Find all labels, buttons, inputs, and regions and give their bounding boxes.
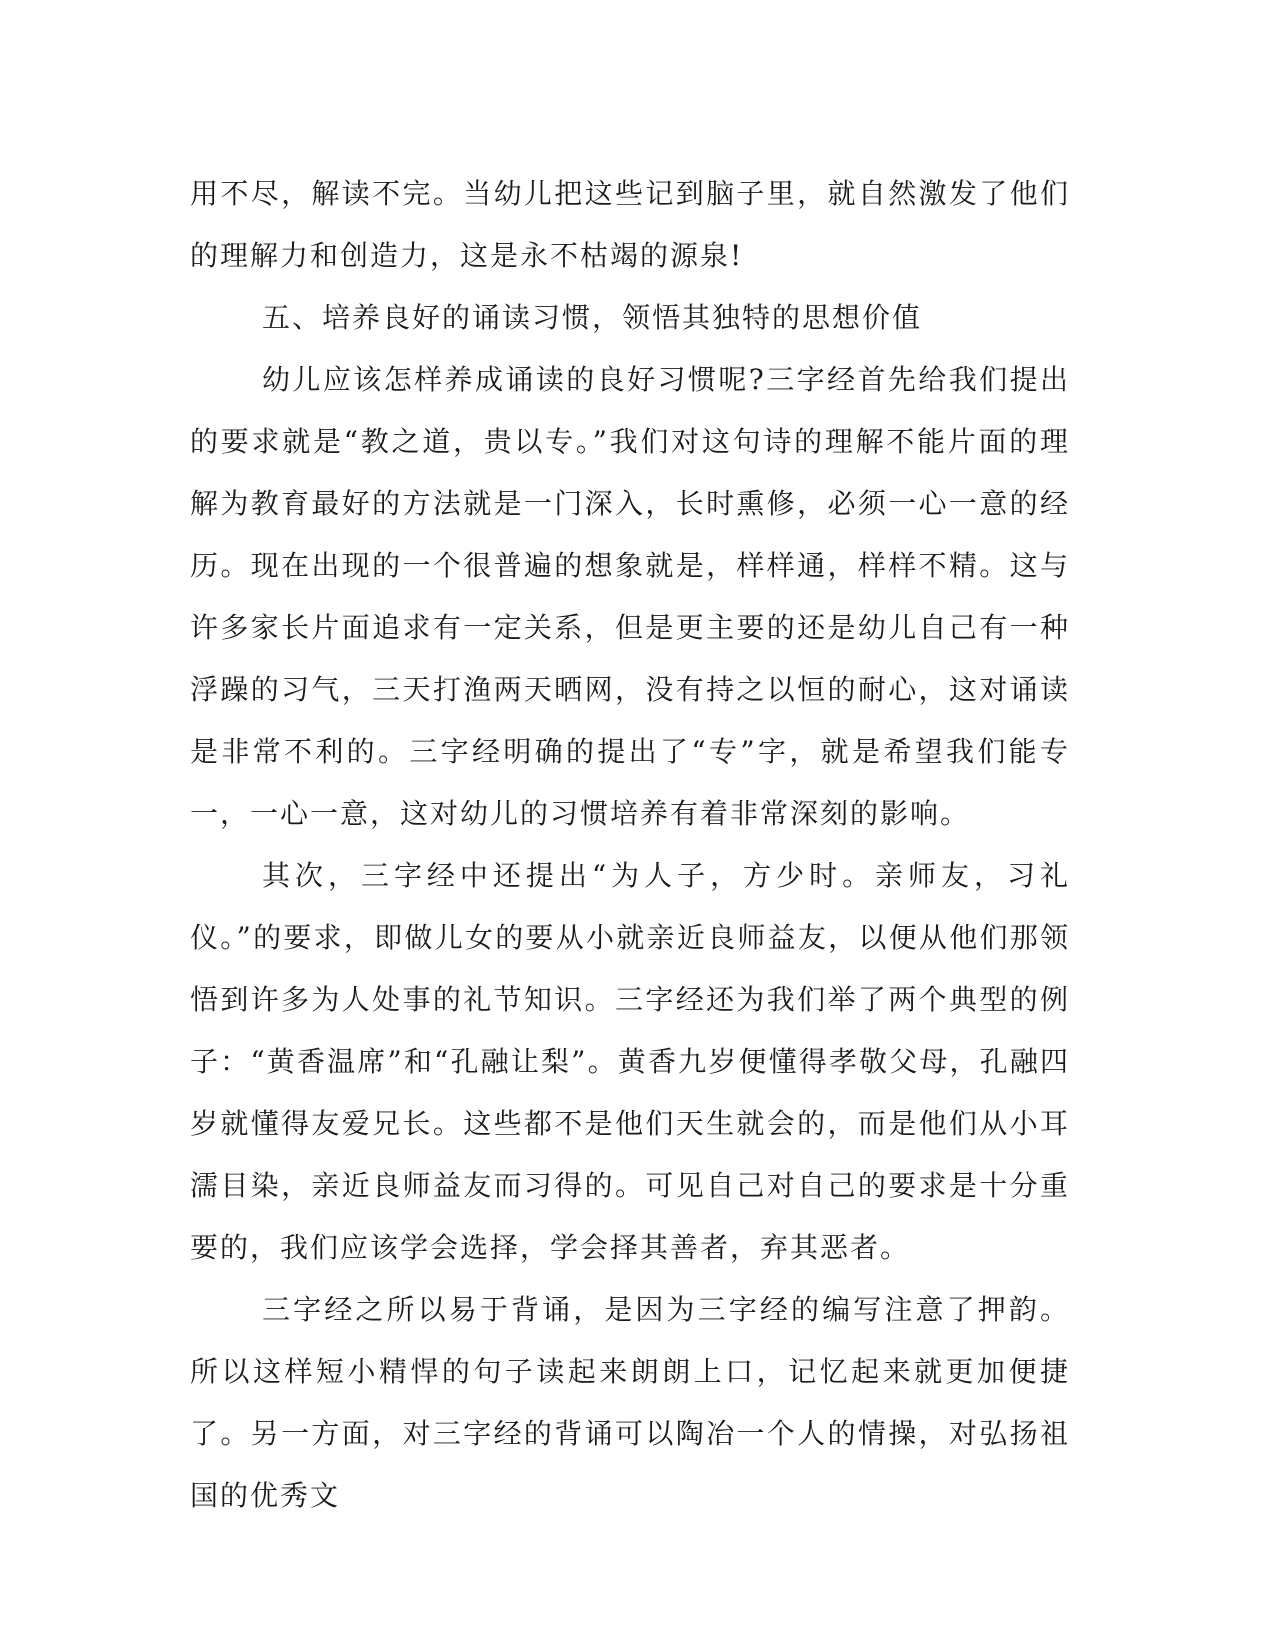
paragraph: 幼儿应该怎样养成诵读的良好习惯呢?三字经首先给我们提出的要求就是“教之道，贵以专。”我们对这句诗的理解不能片面的理解为教育最好的方法就是一门深入，长时熏修，必须一心一意的经历。现在出现的一个很普遍的想象就是，样样通，样样不精。这与许多家长片面追求有一定关系，但是更主要的还是幼儿自己有一种浮躁的习气，三天打渔两天晒网，没有持之以恒的耐心，这对诵读是非常不利的。三字经明确的提出了“专”字，就是希望我们能专一，一心一意，这对幼儿的习惯培养有着非常深刻的影响。 bbox=[190, 363, 1070, 830]
paragraph-continued: 用不尽，解读不完。当幼儿把这些记到脑子里，就自然激发了他们的理解力和创造力，这是永不枯竭的源泉! bbox=[190, 177, 1070, 272]
section-heading: 五、培养良好的诵读习惯，领悟其独特的思想价值 bbox=[262, 301, 923, 334]
document-body bbox=[190, 163, 1070, 1527]
paragraph: 其次，三字经中还提出“为人子，方少时。亲师友，习礼仪。”的要求，即做儿女的要从小就亲近良师益友，以便从他们那领悟到许多为人处事的礼节知识。三字经还为我们举了两个典型的例子：“黄香温席”和“孔融让梨”。黄香九岁便懂得孝敬父母，孔融四岁就懂得友爱兄长。这些都不是他们天生就会的，而是他们从小耳濡目染，亲近良师益友而习得的。可见自己对自己的要求是十分重要的，我们应该学会选择，学会择其善者，弃其恶者。 bbox=[190, 859, 1070, 1264]
paragraph: 三字经之所以易于背诵，是因为三字经的编写注意了押韵。所以这样短小精悍的句子读起来朗朗上口，记忆起来就更加便捷了。另一方面，对三字经的背诵可以陶冶一个人的情操，对弘扬祖国的优秀文 bbox=[190, 1293, 1070, 1512]
